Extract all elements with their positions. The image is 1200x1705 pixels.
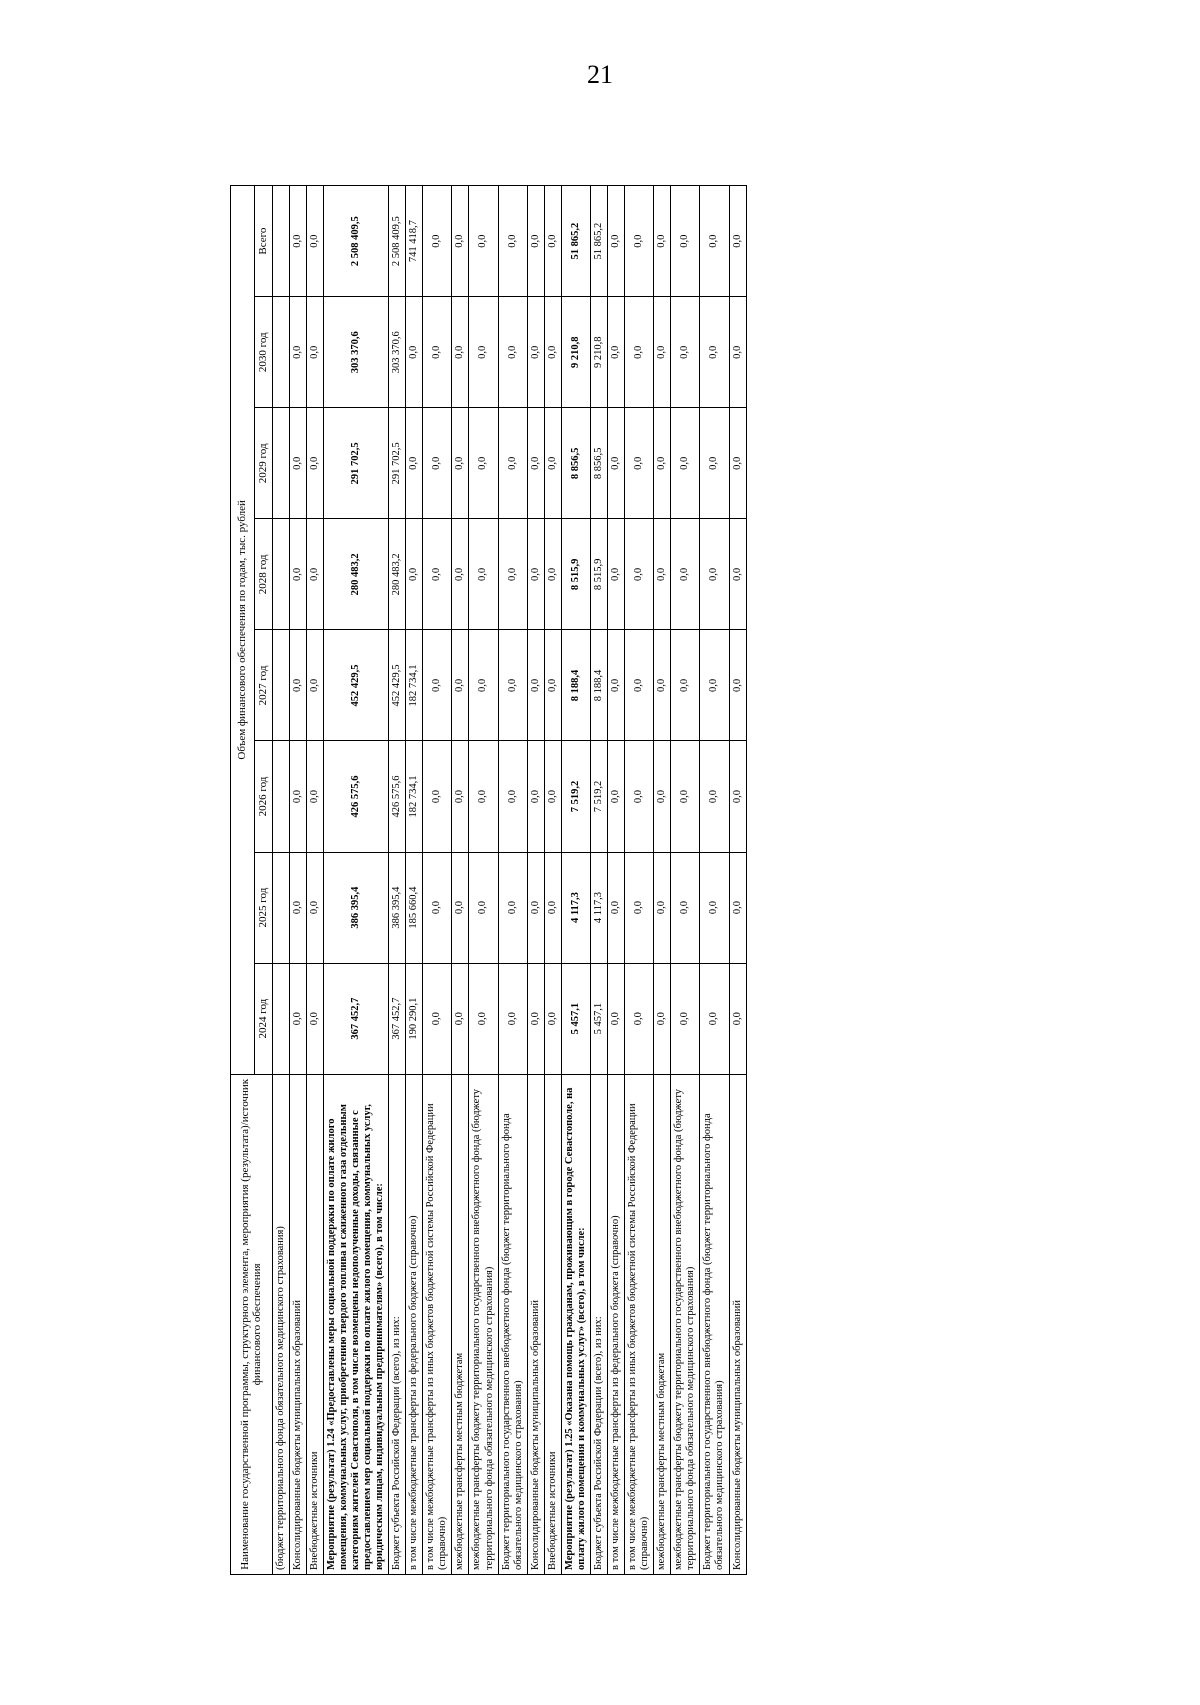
row-year-value: 0,0 bbox=[423, 852, 452, 963]
row-year-value: 0,0 bbox=[700, 852, 729, 963]
row-year-value: 0,0 bbox=[423, 630, 452, 741]
table-row bbox=[272, 186, 289, 1575]
row-year-value: 452 429,5 bbox=[389, 630, 406, 741]
row-year-value: 0,0 bbox=[671, 297, 700, 408]
row-year-value: 0,0 bbox=[423, 963, 452, 1074]
row-total-value: 0,0 bbox=[452, 186, 469, 297]
table-row bbox=[323, 186, 388, 1575]
table-row bbox=[498, 186, 527, 1575]
row-year-value: 386 395,4 bbox=[323, 852, 388, 963]
row-year-value: 0,0 bbox=[654, 741, 671, 852]
row-year-value: 0,0 bbox=[406, 519, 423, 630]
row-year-value: 0,0 bbox=[544, 741, 561, 852]
table-row bbox=[608, 186, 625, 1575]
row-year-value: 8 856,5 bbox=[590, 408, 607, 519]
row-year-value: 0,0 bbox=[527, 741, 544, 852]
header-year: 2026 год bbox=[255, 741, 273, 852]
row-year-value: 426 575,6 bbox=[389, 741, 406, 852]
row-year-value: 0,0 bbox=[700, 630, 729, 741]
header-year: 2027 год bbox=[255, 630, 273, 741]
row-year-value: 0,0 bbox=[423, 297, 452, 408]
row-year-value: 0,0 bbox=[654, 630, 671, 741]
row-label: Бюджет территориального государственного внебюджетного фонда (бюджет территориального фонда обязательного медицинского страхования) bbox=[498, 1074, 527, 1574]
row-year-value: 0,0 bbox=[671, 741, 700, 852]
row-year-value: 0,0 bbox=[527, 963, 544, 1074]
row-year-value: 0,0 bbox=[452, 741, 469, 852]
row-year-value: 0,0 bbox=[498, 852, 527, 963]
row-year-value: 0,0 bbox=[654, 297, 671, 408]
row-year-value: 367 452,7 bbox=[323, 963, 388, 1074]
row-label: Бюджет субъекта Российской Федерации (всего), из них: bbox=[389, 1074, 406, 1574]
row-year-value: 4 117,3 bbox=[590, 852, 607, 963]
row-label: в том числе межбюджетные трансферты из иных бюджетов бюджетной системы Российской Федерации (справочно) bbox=[625, 1074, 654, 1574]
header-name-column: Наименование государственной программы, структурного элемента, мероприятия (результата)/источник финансового обеспечения bbox=[231, 1074, 273, 1574]
row-year-value: 0,0 bbox=[544, 408, 561, 519]
row-year-value: 0,0 bbox=[654, 519, 671, 630]
row-year-value: 0,0 bbox=[625, 630, 654, 741]
row-year-value: 0,0 bbox=[469, 297, 498, 408]
row-year-value: 0,0 bbox=[625, 741, 654, 852]
row-total-value: 2 508 409,5 bbox=[323, 186, 388, 297]
table-row bbox=[729, 186, 746, 1575]
table-body bbox=[272, 186, 746, 1575]
row-year-value: 0,0 bbox=[729, 297, 746, 408]
row-year-value: 0,0 bbox=[700, 297, 729, 408]
row-label: Консолидированные бюджеты муниципальных образований bbox=[527, 1074, 544, 1574]
row-year-value: 0,0 bbox=[527, 852, 544, 963]
row-label: Бюджет территориального государственного внебюджетного фонда (бюджет территориального фонда обязательного медицинского страхования) bbox=[700, 1074, 729, 1574]
header-year: 2025 год bbox=[255, 852, 273, 963]
row-year-value bbox=[272, 852, 289, 963]
row-year-value: 0,0 bbox=[289, 741, 306, 852]
row-year-value: 0,0 bbox=[406, 297, 423, 408]
row-total-value: 0,0 bbox=[498, 186, 527, 297]
row-label: Внебюджетные источники bbox=[544, 1074, 561, 1574]
row-year-value: 0,0 bbox=[306, 630, 323, 741]
row-year-value: 291 702,5 bbox=[323, 408, 388, 519]
row-year-value: 0,0 bbox=[608, 852, 625, 963]
row-year-value: 7 519,2 bbox=[561, 741, 590, 852]
row-year-value: 0,0 bbox=[423, 741, 452, 852]
table-row bbox=[306, 186, 323, 1575]
row-year-value: 0,0 bbox=[544, 963, 561, 1074]
row-year-value: 190 290,1 bbox=[406, 963, 423, 1074]
header-year: 2029 год bbox=[255, 408, 273, 519]
row-year-value: 0,0 bbox=[306, 408, 323, 519]
table-row bbox=[527, 186, 544, 1575]
row-year-value: 0,0 bbox=[608, 519, 625, 630]
row-year-value: 386 395,4 bbox=[389, 852, 406, 963]
table-row bbox=[289, 186, 306, 1575]
row-year-value bbox=[272, 408, 289, 519]
row-year-value: 9 210,8 bbox=[590, 297, 607, 408]
row-total-value: 0,0 bbox=[469, 186, 498, 297]
row-year-value: 0,0 bbox=[544, 852, 561, 963]
row-year-value: 303 370,6 bbox=[323, 297, 388, 408]
row-year-value: 0,0 bbox=[608, 297, 625, 408]
row-year-value: 0,0 bbox=[289, 408, 306, 519]
row-year-value: 291 702,5 bbox=[389, 408, 406, 519]
financing-table bbox=[230, 185, 747, 1575]
row-year-value: 0,0 bbox=[306, 519, 323, 630]
page-number: 21 bbox=[587, 60, 613, 89]
row-year-value: 0,0 bbox=[498, 297, 527, 408]
row-total-value: 0,0 bbox=[289, 186, 306, 297]
row-label: Консолидированные бюджеты муниципальных образований bbox=[289, 1074, 306, 1574]
row-year-value: 0,0 bbox=[654, 852, 671, 963]
row-label: Мероприятие (результат) 1.24 «Предоставлены меры социальной поддержки по оплате жилого помещения, коммунальных услуг, приобретению твердого топлива и сжиженного газа отдельным категориям жителей Севастополя, в том числе возмещены недополученные доходы, связанные с предоставлением мер социальной поддержки по оплате жилого помещения, коммунальных услуг, юридическим лицам, индивидуальным предпринимателям» (всего), в том числе: bbox=[323, 1074, 388, 1574]
table-row bbox=[654, 186, 671, 1575]
row-year-value: 452 429,5 bbox=[323, 630, 388, 741]
row-year-value: 5 457,1 bbox=[561, 963, 590, 1074]
row-year-value: 0,0 bbox=[527, 297, 544, 408]
row-total-value bbox=[272, 186, 289, 297]
row-year-value: 0,0 bbox=[608, 741, 625, 852]
table-row bbox=[544, 186, 561, 1575]
row-total-value: 51 865,2 bbox=[590, 186, 607, 297]
row-year-value: 0,0 bbox=[625, 297, 654, 408]
header-volume: Объем финансового обеспечения по годам, тыс. рублей bbox=[231, 186, 255, 1075]
row-year-value: 0,0 bbox=[498, 408, 527, 519]
row-year-value: 0,0 bbox=[625, 408, 654, 519]
table-row bbox=[625, 186, 654, 1575]
row-total-value: 0,0 bbox=[544, 186, 561, 297]
row-year-value: 8 515,9 bbox=[590, 519, 607, 630]
table-row bbox=[590, 186, 607, 1575]
row-year-value: 0,0 bbox=[700, 408, 729, 519]
row-year-value: 0,0 bbox=[544, 297, 561, 408]
row-year-value: 4 117,3 bbox=[561, 852, 590, 963]
row-year-value bbox=[272, 519, 289, 630]
header-total: Всего bbox=[255, 186, 273, 297]
row-year-value: 0,0 bbox=[527, 408, 544, 519]
row-year-value: 0,0 bbox=[544, 519, 561, 630]
row-year-value: 0,0 bbox=[671, 408, 700, 519]
row-label: межбюджетные трансферты местным бюджетам bbox=[452, 1074, 469, 1574]
row-year-value bbox=[272, 297, 289, 408]
row-year-value: 0,0 bbox=[306, 963, 323, 1074]
row-year-value: 0,0 bbox=[544, 630, 561, 741]
row-year-value: 0,0 bbox=[729, 630, 746, 741]
row-year-value: 0,0 bbox=[423, 408, 452, 519]
row-year-value: 0,0 bbox=[729, 963, 746, 1074]
row-year-value: 0,0 bbox=[306, 852, 323, 963]
row-label: в том числе межбюджетные трансферты из иных бюджетов бюджетной системы Российской Федерации (справочно) bbox=[423, 1074, 452, 1574]
row-year-value: 0,0 bbox=[452, 297, 469, 408]
row-year-value: 0,0 bbox=[452, 852, 469, 963]
table-row bbox=[469, 186, 498, 1575]
row-year-value: 0,0 bbox=[498, 741, 527, 852]
row-year-value: 0,0 bbox=[729, 408, 746, 519]
row-total-value: 0,0 bbox=[654, 186, 671, 297]
row-year-value: 0,0 bbox=[700, 519, 729, 630]
row-label: Внебюджетные источники bbox=[306, 1074, 323, 1574]
header-year: 2028 год bbox=[255, 519, 273, 630]
row-year-value bbox=[272, 630, 289, 741]
row-year-value: 280 483,2 bbox=[389, 519, 406, 630]
row-total-value: 741 418,7 bbox=[406, 186, 423, 297]
row-year-value: 5 457,1 bbox=[590, 963, 607, 1074]
row-year-value: 0,0 bbox=[306, 741, 323, 852]
row-year-value: 426 575,6 bbox=[323, 741, 388, 852]
row-year-value: 0,0 bbox=[469, 741, 498, 852]
row-year-value: 0,0 bbox=[608, 408, 625, 519]
row-label: межбюджетные трансферты бюджету территориального государственного внебюджетного фонда (бюджету территориального фонда обязательного медицинского страхования) bbox=[671, 1074, 700, 1574]
row-year-value: 0,0 bbox=[729, 519, 746, 630]
row-label: в том числе межбюджетные трансферты из федерального бюджета (справочно) bbox=[406, 1074, 423, 1574]
row-year-value: 0,0 bbox=[469, 519, 498, 630]
table-row bbox=[700, 186, 729, 1575]
row-year-value: 0,0 bbox=[423, 519, 452, 630]
row-year-value: 9 210,8 bbox=[561, 297, 590, 408]
row-year-value: 0,0 bbox=[306, 297, 323, 408]
row-total-value: 2 508 409,5 bbox=[389, 186, 406, 297]
row-year-value: 7 519,2 bbox=[590, 741, 607, 852]
table-row bbox=[452, 186, 469, 1575]
row-year-value: 0,0 bbox=[289, 297, 306, 408]
row-total-value: 0,0 bbox=[423, 186, 452, 297]
row-year-value: 0,0 bbox=[498, 519, 527, 630]
row-label: Мероприятие (результат) 1.25 «Оказана помощь гражданам, проживающим в городе Севастополе, на оплату жилого помещения и коммунальных услуг» (всего), в том числе: bbox=[561, 1074, 590, 1574]
row-total-value: 51 865,2 bbox=[561, 186, 590, 297]
row-label: в том числе межбюджетные трансферты из федерального бюджета (справочно) bbox=[608, 1074, 625, 1574]
table-row bbox=[389, 186, 406, 1575]
row-year-value: 8 515,9 bbox=[561, 519, 590, 630]
row-year-value: 0,0 bbox=[625, 963, 654, 1074]
row-year-value bbox=[272, 963, 289, 1074]
row-year-value: 0,0 bbox=[498, 630, 527, 741]
row-total-value: 0,0 bbox=[671, 186, 700, 297]
row-year-value: 367 452,7 bbox=[389, 963, 406, 1074]
rotated-table-container bbox=[230, 185, 1135, 1575]
row-year-value: 8 188,4 bbox=[561, 630, 590, 741]
row-year-value: 0,0 bbox=[289, 519, 306, 630]
row-year-value: 182 734,1 bbox=[406, 630, 423, 741]
row-year-value: 0,0 bbox=[469, 630, 498, 741]
table-row bbox=[561, 186, 590, 1575]
row-year-value: 0,0 bbox=[452, 519, 469, 630]
row-total-value: 0,0 bbox=[306, 186, 323, 297]
row-year-value: 0,0 bbox=[469, 963, 498, 1074]
row-year-value: 0,0 bbox=[671, 519, 700, 630]
row-year-value: 8 856,5 bbox=[561, 408, 590, 519]
row-year-value: 0,0 bbox=[469, 408, 498, 519]
row-year-value: 8 188,4 bbox=[590, 630, 607, 741]
row-year-value: 0,0 bbox=[469, 852, 498, 963]
row-year-value: 0,0 bbox=[729, 852, 746, 963]
row-label: межбюджетные трансферты бюджету территориального государственного внебюджетного фонда (бюджету территориального фонда обязательного медицинского страхования) bbox=[469, 1074, 498, 1574]
row-total-value: 0,0 bbox=[608, 186, 625, 297]
row-year-value: 0,0 bbox=[700, 741, 729, 852]
row-label: межбюджетные трансферты местным бюджетам bbox=[654, 1074, 671, 1574]
row-total-value: 0,0 bbox=[700, 186, 729, 297]
row-year-value: 0,0 bbox=[452, 408, 469, 519]
row-year-value: 0,0 bbox=[289, 630, 306, 741]
row-label: Бюджет субъекта Российской Федерации (всего), из них: bbox=[590, 1074, 607, 1574]
row-year-value: 0,0 bbox=[527, 519, 544, 630]
row-year-value bbox=[272, 741, 289, 852]
row-label: Консолидированные бюджеты муниципальных образований bbox=[729, 1074, 746, 1574]
header-year: 2030 год bbox=[255, 297, 273, 408]
row-year-value: 0,0 bbox=[289, 852, 306, 963]
row-year-value: 0,0 bbox=[289, 963, 306, 1074]
row-total-value: 0,0 bbox=[527, 186, 544, 297]
row-year-value: 0,0 bbox=[452, 630, 469, 741]
row-year-value: 0,0 bbox=[625, 519, 654, 630]
row-year-value: 0,0 bbox=[654, 408, 671, 519]
row-year-value: 185 660,4 bbox=[406, 852, 423, 963]
row-year-value: 0,0 bbox=[527, 630, 544, 741]
row-year-value: 0,0 bbox=[700, 963, 729, 1074]
row-total-value: 0,0 bbox=[729, 186, 746, 297]
row-year-value: 0,0 bbox=[498, 963, 527, 1074]
row-year-value: 0,0 bbox=[729, 741, 746, 852]
row-year-value: 0,0 bbox=[452, 963, 469, 1074]
row-year-value: 0,0 bbox=[671, 630, 700, 741]
table-row bbox=[406, 186, 423, 1575]
table-row bbox=[671, 186, 700, 1575]
table-row bbox=[423, 186, 452, 1575]
row-year-value: 280 483,2 bbox=[323, 519, 388, 630]
row-year-value: 0,0 bbox=[671, 963, 700, 1074]
row-total-value: 0,0 bbox=[625, 186, 654, 297]
row-year-value: 0,0 bbox=[625, 852, 654, 963]
row-label: (бюджет территориального фонда обязательного медицинского страхования) bbox=[272, 1074, 289, 1574]
row-year-value: 303 370,6 bbox=[389, 297, 406, 408]
row-year-value: 0,0 bbox=[608, 963, 625, 1074]
header-year: 2024 год bbox=[255, 963, 273, 1074]
row-year-value: 0,0 bbox=[671, 852, 700, 963]
row-year-value: 0,0 bbox=[608, 630, 625, 741]
row-year-value: 0,0 bbox=[406, 408, 423, 519]
row-year-value: 182 734,1 bbox=[406, 741, 423, 852]
row-year-value: 0,0 bbox=[654, 963, 671, 1074]
